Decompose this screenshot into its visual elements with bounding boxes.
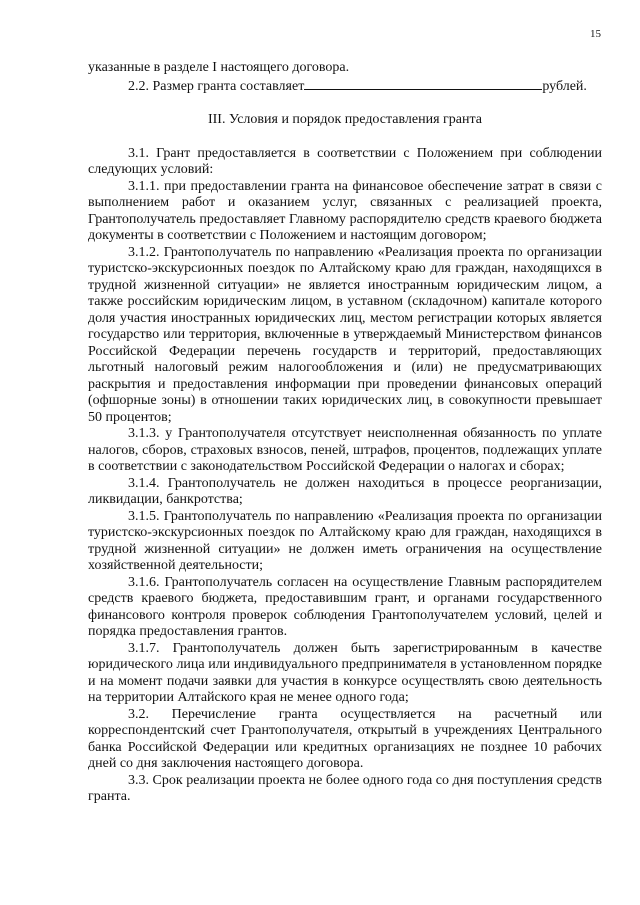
document-body [88,60,602,806]
paragraph-3-1: 3.1. Грант предоставляется в соответствии с Положением при соблюдении следующих условий: [88,145,602,177]
paragraph-3-1-7: 3.1.7. Грантополучатель должен быть зарегистрированным в качестве юридического лица или индивидуального предпринимателя в установленном порядке и на момент подачи заявки для участия в конкурсе осуществлять свою деятельность на территории Алтайского края не менее одного года; [88,640,602,705]
paragraph-3-1-2: 3.1.2. Грантополучатель по направлению «Реализация проекта по организации туристско-экскурсионных поездок по Алтайскому краю для граждан, находящихся в трудной жизненной ситуации» не является иностранным юридическим лицом, а также российским юридическим лицом, в уставном (складочном) капитале которого доля участия иностранных юридических лиц, местом регистрации которых является государство или территория, включенные в утверждаемый Министерством финансов Российской Федерации перечень государств и территорий, предоставляющих льготный налоговый режим налогообложения и (или) не предусматривающих раскрытия и предоставления информации при проведении финансовых операций (офшорные зоны) в отношении таких юридических лиц, в совокупности превышает 50 процентов; [88,244,602,425]
grant-amount-blank [304,77,542,90]
paragraph-3-3: 3.3. Срок реализации проекта не более одного года со дня поступления средств гранта. [88,772,602,804]
grant-amount-prefix: 2.2. Размер гранта составляет [128,78,305,94]
paragraph-3-1-1: 3.1.1. при предоставлении гранта на финансовое обеспечение затрат в связи с выполнением работ и оказанием услуг, связанных с реализацией проекта, Грантополучатель предоставляет Главному распорядителю средств краевого бюджета документы в соответствии с Положением и настоящим договором; [88,178,602,243]
paragraph-3-1-3: 3.1.3. у Грантополучателя отсутствует неисполненная обязанность по уплате налогов, сборов, страховых взносов, пеней, штрафов, процентов, подлежащих уплате в соответствии с законодательством Российской Федерации о налогах и сборах; [88,426,602,474]
paragraph-3-1-4: 3.1.4. Грантополучатель не должен находиться в процессе реорганизации, ликвидации, банкротства; [88,475,602,507]
paragraph-3-1-6: 3.1.6. Грантополучатель согласен на осуществление Главным распорядителем средств краевого бюджета, предоставившим грант, и органами государственного финансового контроля проверок соблюдения Грантополучателем условий, целей и порядка предоставления грантов. [88,574,602,639]
intro-line: указанные в разделе I настоящего договора. [88,60,350,75]
page-number: 15 [590,28,601,40]
paragraph-3-2: 3.2. Перечисление гранта осуществляется на расчетный или корреспондентский счет Грантополучателя, открытый в учреждениях Центрального банка Российской Федерации или кредитных организациях не позднее 10 рабочих дней со дня заключения настоящего договора. [88,706,602,771]
grant-amount-suffix: рублей. [542,78,587,94]
section-title: III. Условия и порядок предоставления гранта [207,112,483,127]
grant-amount-line [88,77,602,96]
paragraph-3-1-5: 3.1.5. Грантополучатель по направлению «Реализация проекта по организации туристско-экскурсионных поездок по Алтайскому краю для граждан, находящихся в трудной жизненной ситуации» не должен иметь ограничения на осуществление хозяйственной деятельности; [88,508,602,573]
